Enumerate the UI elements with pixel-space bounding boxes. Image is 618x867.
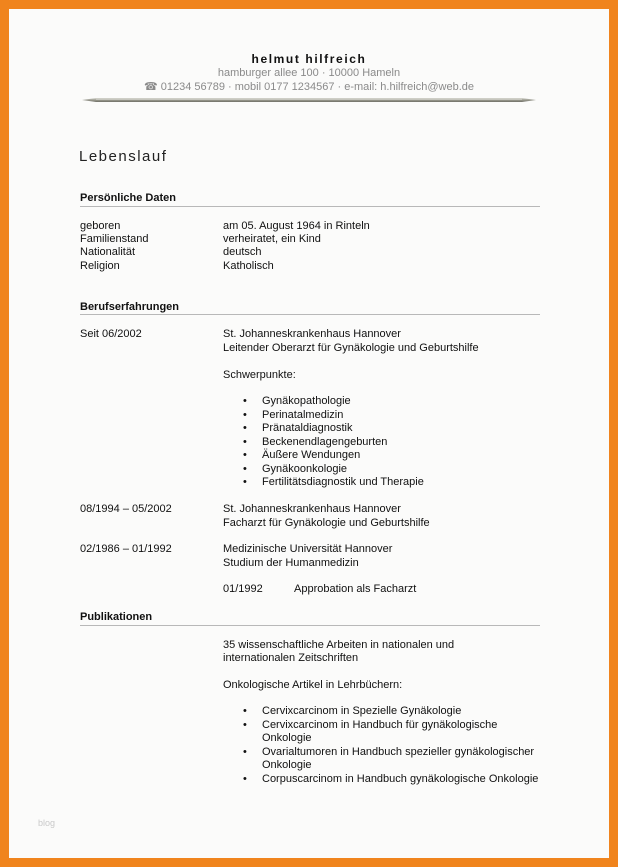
bullet-icon: •	[243, 718, 247, 731]
personal-label: geboren	[80, 220, 121, 232]
bullet-icon: •	[243, 462, 247, 475]
list-item: • Pränataldiagnostik	[243, 422, 353, 434]
focus-label: Schwerpunkte:	[223, 369, 296, 381]
job-employer: Medizinische Universität Hannover	[223, 543, 393, 555]
personal-label: Familienstand	[80, 233, 149, 245]
publications-line: 35 wissenschaftliche Arbeiten in nationalen und	[223, 639, 455, 651]
personal-label: Nationalität	[80, 246, 136, 258]
section-title-publications: Publikationen	[80, 611, 153, 623]
job-date: 02/1986 – 01/1992	[80, 543, 172, 555]
list-item: • Äußere Wendungen	[243, 449, 361, 461]
list-item: • Gynäkopathologie	[243, 395, 351, 407]
personal-value: verheiratet, ein Kind	[223, 233, 321, 245]
focus-list	[243, 395, 424, 490]
watermark: blog	[38, 818, 56, 828]
personal-value: Katholisch	[223, 260, 274, 272]
job-employer: St. Johanneskrankenhaus Hannover	[223, 503, 401, 515]
list-item: • Beckenendlagengeburten	[243, 435, 388, 448]
bullet-icon: •	[243, 395, 247, 407]
personal-label: Religion	[80, 260, 120, 272]
publications-line: internationalen Zeitschriften	[223, 652, 359, 664]
bullet-icon: •	[243, 476, 247, 488]
pen-divider-icon	[82, 96, 536, 104]
bullet-icon: •	[243, 705, 247, 717]
job-position: Facharzt für Gynäkologie und Geburtshilfe	[223, 517, 430, 529]
section-title-personal: Persönliche Daten	[80, 192, 176, 204]
header-contact: ☎ 01234 56789 · mobil 0177 1234567 · e-mail: h.hilfreich@web.de	[143, 81, 474, 93]
books-label: Onkologische Artikel in Lehrbüchern:	[223, 679, 403, 691]
list-item: • Perinatalmedizin	[243, 408, 344, 421]
personal-value: am 05. August 1964 in Rinteln	[223, 220, 370, 232]
list-item: • Ovarialtumoren in Handbuch spezieller gynäkologischer Onkologie	[243, 745, 535, 771]
job-position: Leitender Oberarzt für Gynäkologie und Geburtshilfe	[223, 342, 479, 354]
job-employer: St. Johanneskrankenhaus Hannover	[223, 328, 401, 340]
list-item: • Cervixcarcinom in Handbuch für gynäkologische Onkologie	[243, 718, 498, 744]
page-title: Lebenslauf	[79, 148, 168, 165]
personal-value: deutsch	[223, 246, 262, 258]
section-title-experience: Berufserfahrungen	[80, 301, 180, 313]
section-divider	[80, 314, 540, 315]
section-divider	[80, 206, 540, 207]
bullet-icon: •	[243, 422, 247, 434]
list-item: • Fertilitätsdiagnostik und Therapie	[243, 476, 424, 488]
header-address: hamburger allee 100 · 10000 Hameln	[217, 67, 401, 79]
job-position: Studium der Humanmedizin	[223, 557, 359, 569]
books-list	[243, 705, 538, 786]
job-date: Seit 06/2002	[80, 328, 142, 340]
list-item: • Corpuscarcinom in Handbuch gynäkologische Onkologie	[243, 772, 539, 785]
bullet-icon: •	[243, 408, 247, 421]
bullet-icon: •	[243, 772, 247, 785]
sub-text: Approbation als Facharzt	[294, 583, 417, 595]
list-item: • Cervixcarcinom in Spezielle Gynäkologie	[243, 705, 462, 717]
bullet-icon: •	[243, 449, 247, 461]
sub-date: 01/1992	[223, 583, 263, 595]
section-divider	[80, 625, 540, 626]
header-name: helmut hilfreich	[251, 52, 367, 66]
bullet-icon: •	[243, 435, 247, 448]
list-item: • Gynäkoonkologie	[243, 462, 348, 475]
bullet-icon: •	[243, 745, 247, 758]
job-date: 08/1994 – 05/2002	[80, 503, 172, 515]
